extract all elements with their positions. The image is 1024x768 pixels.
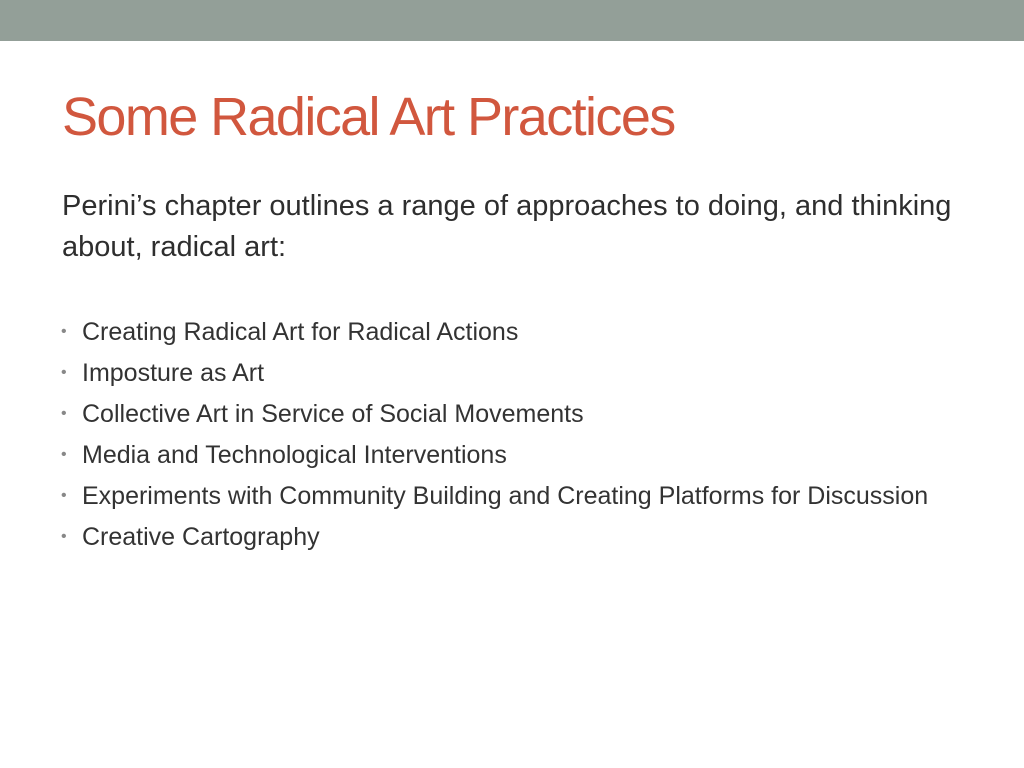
- bullet-text: Media and Technological Interventions: [82, 441, 507, 469]
- bullet-text: Creating Radical Art for Radical Actions: [82, 318, 519, 346]
- bullet-text: Collective Art in Service of Social Movements: [82, 400, 584, 428]
- bullet-item: [61, 356, 962, 390]
- bullet-icon: •: [61, 487, 67, 504]
- slide-title: Some Radical Art Practices: [62, 87, 675, 147]
- intro-paragraph: Perini’s chapter outlines a range of approaches to doing, and thinking about, radical art:: [62, 190, 952, 263]
- bullet-item: [61, 397, 962, 431]
- bullet-icon: •: [61, 323, 67, 340]
- bullet-item: [61, 438, 962, 472]
- bullet-icon: •: [61, 446, 67, 463]
- bullet-icon: •: [61, 528, 67, 545]
- bullet-icon: •: [61, 364, 67, 381]
- bullet-item: [61, 520, 962, 554]
- bullet-text: Imposture as Art: [82, 359, 265, 387]
- bullet-text: Experiments with Community Building and Creating Platforms for Discussion: [82, 482, 929, 510]
- bullet-icon: •: [61, 405, 67, 422]
- bullet-item: [61, 315, 962, 349]
- top-accent-bar: [0, 0, 1024, 41]
- bullet-text: Creative Cartography: [82, 523, 320, 551]
- bullet-list: [61, 315, 962, 561]
- bullet-item: [61, 479, 962, 513]
